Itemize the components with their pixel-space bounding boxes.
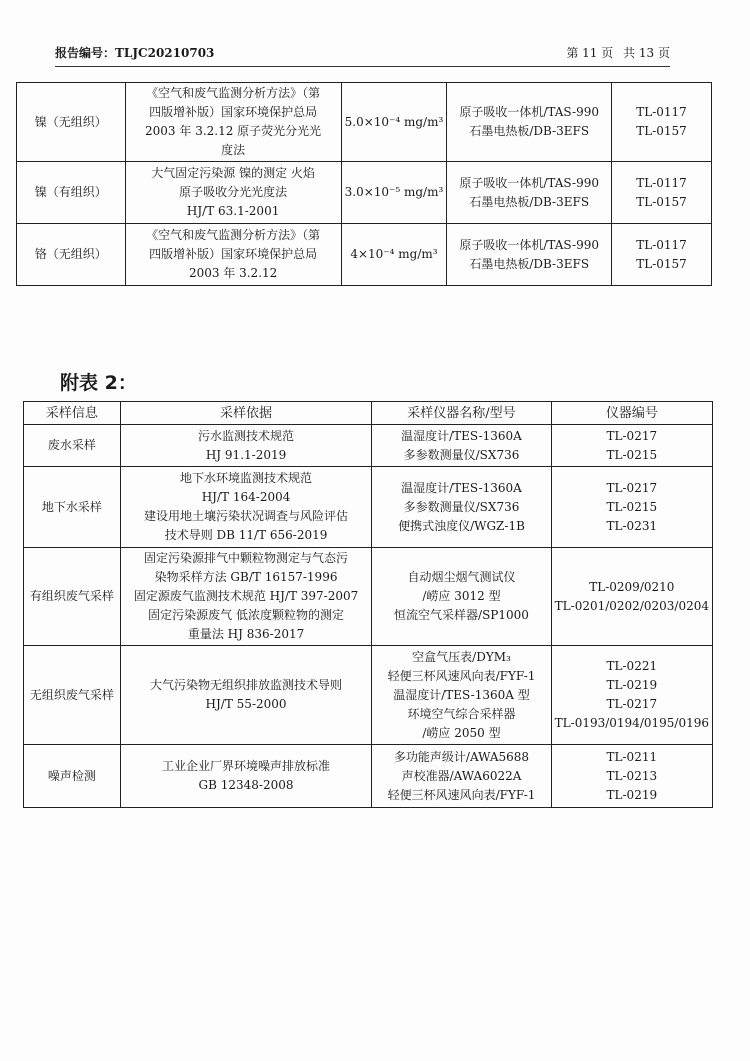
table-row — [17, 162, 712, 224]
basis-cell — [120, 548, 372, 646]
instrument-line: 便携式浊度仪/WGZ-1B — [398, 518, 525, 533]
basis-line: 污水监测技术规范 — [198, 428, 295, 443]
basis-line: 地下水环境监测技术规范 — [180, 471, 313, 485]
table-row — [24, 548, 713, 646]
table-row — [24, 425, 713, 467]
instrument-cell — [372, 745, 551, 808]
sampling-info-cell: 废水采样 — [24, 425, 121, 467]
item-cell: 镍（有组织） — [17, 162, 126, 224]
basis-line: HJ/T 164-2004 — [201, 490, 291, 504]
sampling-info-cell: 地下水采样 — [24, 467, 121, 548]
code-line: TL-0117 — [636, 105, 687, 119]
detection-limit-cell: 3.0×10⁻⁵ mg/m³ — [341, 162, 447, 224]
instrument-line: 原子吸收一体机/TAS-990 — [459, 175, 600, 190]
instrument-line: 原子吸收一体机/TAS-990 — [459, 237, 600, 252]
basis-line: HJ 91.1-2019 — [205, 447, 287, 462]
basis-line: 建设用地土壤污染状况调查与风险评估 — [144, 509, 349, 523]
column-header: 采样依据 — [120, 402, 372, 425]
method-line: 《空气和废气监测分析方法》（第 — [146, 228, 321, 242]
instrument-line: 温湿度计/TES-1360A 型 — [393, 687, 530, 702]
code-line: TL-0219 — [606, 787, 658, 802]
method-line: 2003 年 3.2.12 原子荧光分光光 — [145, 124, 322, 138]
sampling-table — [23, 401, 713, 808]
column-header: 仪器编号 — [551, 402, 712, 425]
method-cell — [125, 83, 341, 162]
page-info — [560, 44, 670, 61]
instrument-cell — [372, 425, 551, 467]
code-line: TL-0217 — [606, 697, 658, 711]
table-row — [17, 224, 712, 286]
detection-limit-cell: 5.0×10⁻⁴ mg/m³ — [341, 83, 447, 162]
method-cell — [125, 162, 341, 224]
code-line: TL-0117 — [636, 237, 687, 252]
basis-line: 大气污染物无组织排放监测技术导则 — [150, 678, 343, 692]
table-header-row — [24, 402, 713, 425]
code-line: TL-0211 — [606, 749, 658, 764]
instrument-line: /崂应 3012 型 — [422, 589, 501, 603]
code-cell — [551, 548, 712, 646]
table-row — [17, 83, 712, 162]
page-header — [55, 44, 670, 61]
basis-cell — [120, 425, 372, 467]
code-line: TL-0157 — [636, 124, 687, 138]
instrument-line: 轻便三杯风速风向表/FYF-1 — [387, 787, 536, 802]
code-line: TL-0213 — [606, 768, 658, 783]
instrument-cell — [447, 162, 612, 224]
instrument-line: 多参数测量仪/SX736 — [403, 447, 520, 462]
instrument-line: 多参数测量仪/SX736 — [403, 499, 520, 514]
detection-limit-cell: 4×10⁻⁴ mg/m³ — [341, 224, 447, 286]
basis-line: 固定源废气监测技术规范 HJ/T 397-2007 — [133, 589, 359, 603]
method-line: 《空气和废气监测分析方法》（第 — [146, 86, 321, 100]
instrument-line: 空盒气压表/DYM₃ — [412, 649, 511, 664]
header-divider — [55, 66, 670, 67]
basis-line: 染物采样方法 GB/T 16157-1996 — [154, 570, 338, 584]
code-line: TL-0193/0194/0195/0196 — [554, 716, 709, 730]
instrument-line: 轻便三杯风速风向表/FYF-1 — [387, 668, 536, 683]
code-line: TL-0157 — [636, 194, 687, 209]
table-row — [24, 467, 713, 548]
instrument-line: 石墨电热板/DB-3EFS — [469, 194, 590, 209]
instrument-cell — [447, 83, 612, 162]
report-number: 报告编号：TLJC20210703 — [55, 46, 215, 60]
method-cell — [125, 224, 341, 286]
item-cell: 镍（无组织） — [17, 83, 126, 162]
code-cell — [551, 467, 712, 548]
instrument-line: 恒流空气采样器/SP1000 — [394, 608, 529, 622]
sampling-info-cell: 有组织废气采样 — [24, 548, 121, 646]
instrument-line: /崂应 2050 型 — [422, 725, 501, 740]
method-line: 四版增补版）国家环境保护总局 — [149, 105, 318, 119]
method-line: 2003 年 3.2.12 — [188, 266, 278, 280]
analysis-methods-table — [16, 82, 712, 286]
code-cell — [551, 425, 712, 467]
basis-cell — [120, 745, 372, 808]
code-line: TL-0217 — [606, 428, 658, 443]
code-line: TL-0215 — [606, 499, 658, 514]
instrument-line: 温湿度计/TES-1360A — [401, 428, 522, 443]
method-line: HJ/T 63.1-2001 — [186, 204, 280, 218]
method-line: 大气固定污染源 镍的测定 火焰 — [151, 166, 315, 180]
code-line: TL-0157 — [636, 256, 687, 271]
code-cell — [612, 162, 712, 224]
method-line: 度法 — [221, 143, 246, 157]
table-row — [24, 745, 713, 808]
method-line: 原子吸收分光光度法 — [179, 185, 288, 199]
basis-line: 技术导则 DB 11/T 656-2019 — [164, 528, 328, 542]
table-row — [24, 646, 713, 745]
code-cell — [612, 83, 712, 162]
code-line: TL-0209/0210 — [589, 579, 675, 594]
basis-cell — [120, 646, 372, 745]
sampling-info-cell: 无组织废气采样 — [24, 646, 121, 745]
method-line: 四版增补版）国家环境保护总局 — [149, 247, 318, 261]
basis-line: 固定污染源排气中颗粒物测定与气态污 — [144, 551, 349, 565]
basis-line: HJ/T 55-2000 — [205, 697, 287, 711]
code-line: TL-0219 — [606, 678, 658, 692]
instrument-line: 原子吸收一体机/TAS-990 — [459, 105, 600, 119]
code-cell — [551, 646, 712, 745]
code-line: TL-0231 — [606, 518, 658, 533]
instrument-cell — [372, 646, 551, 745]
instrument-line: 环境空气综合采样器 — [407, 706, 516, 721]
instrument-line: 声校准器/AWA6022A — [401, 768, 522, 783]
code-line: TL-0217 — [606, 480, 658, 495]
sampling-info-cell: 噪声检测 — [24, 745, 121, 808]
instrument-cell — [447, 224, 612, 286]
instrument-line: 多功能声级计/AWA5688 — [393, 749, 530, 764]
instrument-cell — [372, 467, 551, 548]
basis-line: 工业企业厂界环境噪声排放标准 — [162, 759, 331, 773]
instrument-line: 石墨电热板/DB-3EFS — [469, 256, 590, 271]
page-current: 第 11 页 — [566, 46, 614, 60]
basis-line: 重量法 HJ 836-2017 — [187, 627, 305, 641]
instrument-line: 温湿度计/TES-1360A — [401, 480, 522, 495]
item-cell: 铬（无组织） — [17, 224, 126, 286]
column-header: 采样信息 — [24, 402, 121, 425]
code-line: TL-0215 — [606, 447, 658, 462]
basis-line: GB 12348-2008 — [198, 778, 294, 792]
code-cell — [612, 224, 712, 286]
code-line: TL-0117 — [636, 175, 687, 190]
instrument-cell — [372, 548, 551, 646]
instrument-line: 石墨电热板/DB-3EFS — [469, 124, 590, 138]
page-total: 共 13 页 — [623, 46, 670, 60]
appendix-2-title: 附表 2： — [60, 372, 137, 394]
basis-cell — [120, 467, 372, 548]
basis-line: 固定污染源废气 低浓度颗粒物的测定 — [148, 608, 344, 622]
column-header: 采样仪器名称/型号 — [372, 402, 551, 425]
code-cell — [551, 745, 712, 808]
code-line: TL-0201/0202/0203/0204 — [554, 598, 709, 613]
instrument-line: 自动烟尘烟气测试仪 — [407, 570, 516, 584]
code-line: TL-0221 — [606, 659, 658, 673]
